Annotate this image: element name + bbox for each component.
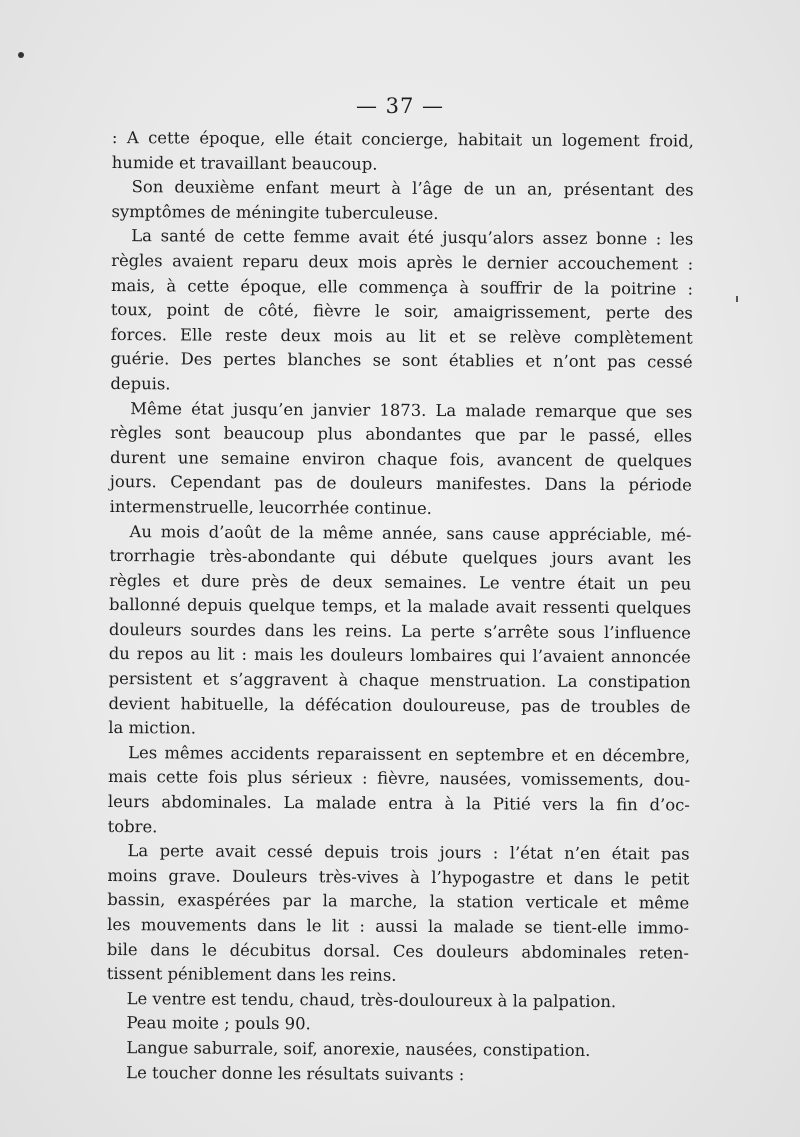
text-line: Langue saburrale, soif, anorexie, nausées, constipation. <box>126 1038 591 1060</box>
text-line: règles avaient reparu deux mois après le dernier accouchement : <box>111 250 694 274</box>
text-line: Les mêmes accidents reparaissent en septembre et en décembre, <box>128 742 691 766</box>
text-line: guérie. Des pertes blanches se sont établies et n’ont pas cessé <box>110 349 693 372</box>
text-line: mais cette fois plus sérieux : fièvre, nausées, vomissements, dou- <box>107 767 691 790</box>
text-line: Au mois d’août de la même année, sans cause appréciable, mé- <box>129 521 692 545</box>
text-line: La santé de cette femme avait été jusqu’alors assez bonne : les <box>131 226 694 249</box>
text-line: Le toucher donne les résultats suivants : <box>126 1062 465 1084</box>
text-line: règles sont beaucoup plus abondantes que par le passé, elles <box>110 423 693 446</box>
ink-speck <box>18 52 24 58</box>
text-line: Même état jusqu’en janvier 1873. La malade remarque que ses <box>130 398 693 422</box>
text-line: Peau moite ; pouls 90. <box>126 1013 311 1034</box>
text-line: jours. Cependant pas de douleurs manifestes. Dans la période <box>109 472 692 495</box>
page-number: — 37 — <box>355 94 445 118</box>
text-line: : A cette époque, elle était concierge, habitait un logement froid, <box>111 127 694 151</box>
text-line: du repos au lit : mais les douleurs lombaires qui l’avaient annoncée <box>108 644 691 668</box>
text-line: intermenstruelle, leucorrhée continue. <box>109 496 432 518</box>
text-line: la miction. <box>108 718 197 738</box>
text-line: trorrhagie très-abondante qui débute quelques jours avant les <box>109 546 692 569</box>
text-line: tobre. <box>107 816 158 836</box>
text-line: durent une semaine environ chaque fois, avancent de quelques <box>109 447 693 471</box>
ink-mark <box>736 296 738 302</box>
text-line: Son deuxième enfant meurt à l’âge de un an, présentant des <box>131 177 694 200</box>
text-line: persistent et s’aggravent à chaque menstruation. La constipation <box>108 669 691 692</box>
text-line: La perte avait cessé depuis trois jours : l’état n’en était pas <box>127 841 690 864</box>
text-line: douleurs sourdes dans les reins. La perte s’arrête sous l’influence <box>108 619 691 643</box>
text-line: les mouvements dans le lit : aussi la malade se tient-elle immo- <box>107 914 690 938</box>
text-line: humide et travaillant beaucoup. <box>111 152 378 174</box>
body-text <box>106 126 694 1089</box>
text-line: devient habituelle, la défécation douloureuse, pas de troubles de <box>108 693 691 717</box>
text-line: symptômes de méningite tuberculeuse. <box>111 201 439 223</box>
text-line: depuis. <box>110 373 171 394</box>
text-line: moins grave. Douleurs très-vives à l’hypogastre et dans le petit <box>107 865 690 889</box>
text-line: Le ventre est tendu, chaud, très-douloureux à la palpation. <box>126 988 617 1011</box>
text-line: toux, point de côté, fièvre le soir, amaigrissement, perte des <box>110 300 693 323</box>
text-line: bile dans le décubitus dorsal. Ces douleurs abdominales reten- <box>106 939 690 963</box>
text-line: bassin, exaspérées par la marche, la station verticale et même <box>107 890 690 913</box>
text-line: règles et dure près de deux semaines. Le ventre était un peu <box>109 570 692 594</box>
text-line: tissent péniblement dans les reins. <box>106 964 397 985</box>
text-line: ballonné depuis quelque temps, et la malade avait ressenti quelques <box>109 595 692 618</box>
text-line: leurs abdominales. La malade entra à la Pitié vers la fin d’oc- <box>107 792 690 815</box>
text-line: forces. Elle reste deux mois au lit et se relève complètement <box>110 324 693 348</box>
text-line: mais, à cette époque, elle commença à souffrir de la poitrine : <box>110 275 694 299</box>
